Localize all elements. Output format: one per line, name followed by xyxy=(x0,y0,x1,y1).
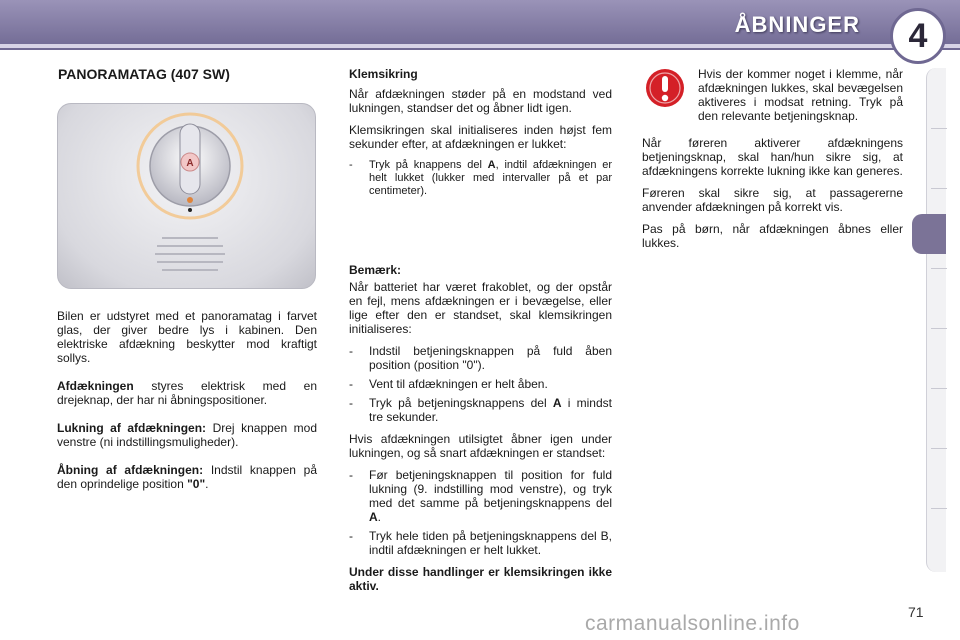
tab-divider xyxy=(931,508,947,509)
lukning-paragraph: Lukning af afdækningen: Drej knappen mod venstre (ni indstillingsmuligheder). xyxy=(57,421,317,449)
page-number: 71 xyxy=(908,604,924,620)
tab-divider xyxy=(931,328,947,329)
intro-paragraph: Bilen er udstyret med et panoramatag i farvet glas, der giver bedre lys i kabinen. Den elektriske afdækning beskytter mod kraftigt sollys. xyxy=(57,309,317,365)
tab-divider xyxy=(931,128,947,129)
right-p2: Føreren skal sikre sig, at passagererne anvender afdækningen på korrekt vis. xyxy=(642,186,903,214)
list-item: - Tryk på knappens del A, indtil afdækningen er helt lukket (lukker med intervaller på et par centimeter). xyxy=(349,159,612,197)
list-item: - Indstil betjeningsknappen på fuld åben position (position "0"). xyxy=(349,344,612,372)
chapter-badge xyxy=(890,8,946,64)
control-label-a: A xyxy=(186,158,194,169)
right-p1: Når føreren aktiverer afdækningens betjeningsknap, skal han/hun sikre sig, at afdækningens korrekte lukning ikke kan generes. xyxy=(642,136,903,178)
right-column xyxy=(642,136,903,258)
note-list-1 xyxy=(349,344,612,424)
tab-divider xyxy=(931,268,947,269)
roof-control-illustration xyxy=(58,104,316,289)
roof-control-photo xyxy=(57,103,316,289)
note-list-2 xyxy=(349,468,612,557)
list-item: - Før betjeningsknappen til position for fuld lukning (9. indstilling mod venstre), og tryk med det samme på betjeningsknappens del A. xyxy=(349,468,612,524)
tab-divider xyxy=(931,188,947,189)
note-heading: Bemærk: xyxy=(349,263,402,277)
klemsikring-list xyxy=(349,159,612,198)
aabning-paragraph: Åbning af afdækningen: Indstil knappen på den oprindelige position "0". xyxy=(57,463,318,491)
warning-text-block xyxy=(698,67,903,131)
tab-divider xyxy=(931,388,947,389)
chapter-number: 4 xyxy=(908,16,928,55)
left-column xyxy=(57,309,317,499)
tab-divider xyxy=(931,448,947,449)
klemsikring-heading: Klemsikring xyxy=(349,67,418,81)
exclamation-circle-icon xyxy=(645,68,685,108)
warning-text: Hvis der kommer noget i klemme, når afdækningen lukkes, skal bevægelsen aktiveres i modsat retning. Tryk på den relevante betjeningsknap. xyxy=(698,67,903,123)
list-item: - Tryk hele tiden på betjeningsknappens del B, indtil afdækningen er helt lukket. xyxy=(349,529,612,557)
klemsikring-p1: Når afdækningen støder på en modstand ved lukningen, standser det og åbner lidt igen. xyxy=(349,87,612,115)
afdaekning-paragraph: Afdækningen styres elektrisk med en drejeknap, der har ni åbningspositioner. xyxy=(57,379,317,407)
tab-active[interactable] xyxy=(912,214,946,254)
section-title: PANORAMATAG (407 SW) xyxy=(58,66,230,82)
middle-column-note xyxy=(349,263,612,601)
middle-column-top xyxy=(349,67,612,206)
list-item: - Tryk på betjeningsknappens del A i mindst tre sekunder. xyxy=(349,396,612,424)
note-p2: Hvis afdækningen utilsigtet åbner igen under lukningen, og så snart afdækningen er standset: xyxy=(349,432,612,460)
header-stripe xyxy=(0,44,960,48)
watermark: carmanualsonline.info xyxy=(585,612,800,635)
klemsikring-p2: Klemsikringen skal initialiseres inden højst fem sekunder efter, at afdækningen er lukket: xyxy=(349,123,612,151)
note-final: Under disse handlinger er klemsikringen ikke aktiv. xyxy=(349,565,612,593)
chapter-title: ÅBNINGER xyxy=(734,12,860,37)
note-p1: Når batteriet har været frakoblet, og der opstår en fejl, mens afdækningen er i bevægelse, eller lige efter den er standset, skal klemsikringen initialiseres: xyxy=(349,280,612,336)
right-p3: Pas på børn, når afdækningen åbnes eller lukkes. xyxy=(642,222,903,250)
chapter-tabs xyxy=(926,68,946,572)
list-item: - Vent til afdækningen er helt åben. xyxy=(349,377,548,391)
